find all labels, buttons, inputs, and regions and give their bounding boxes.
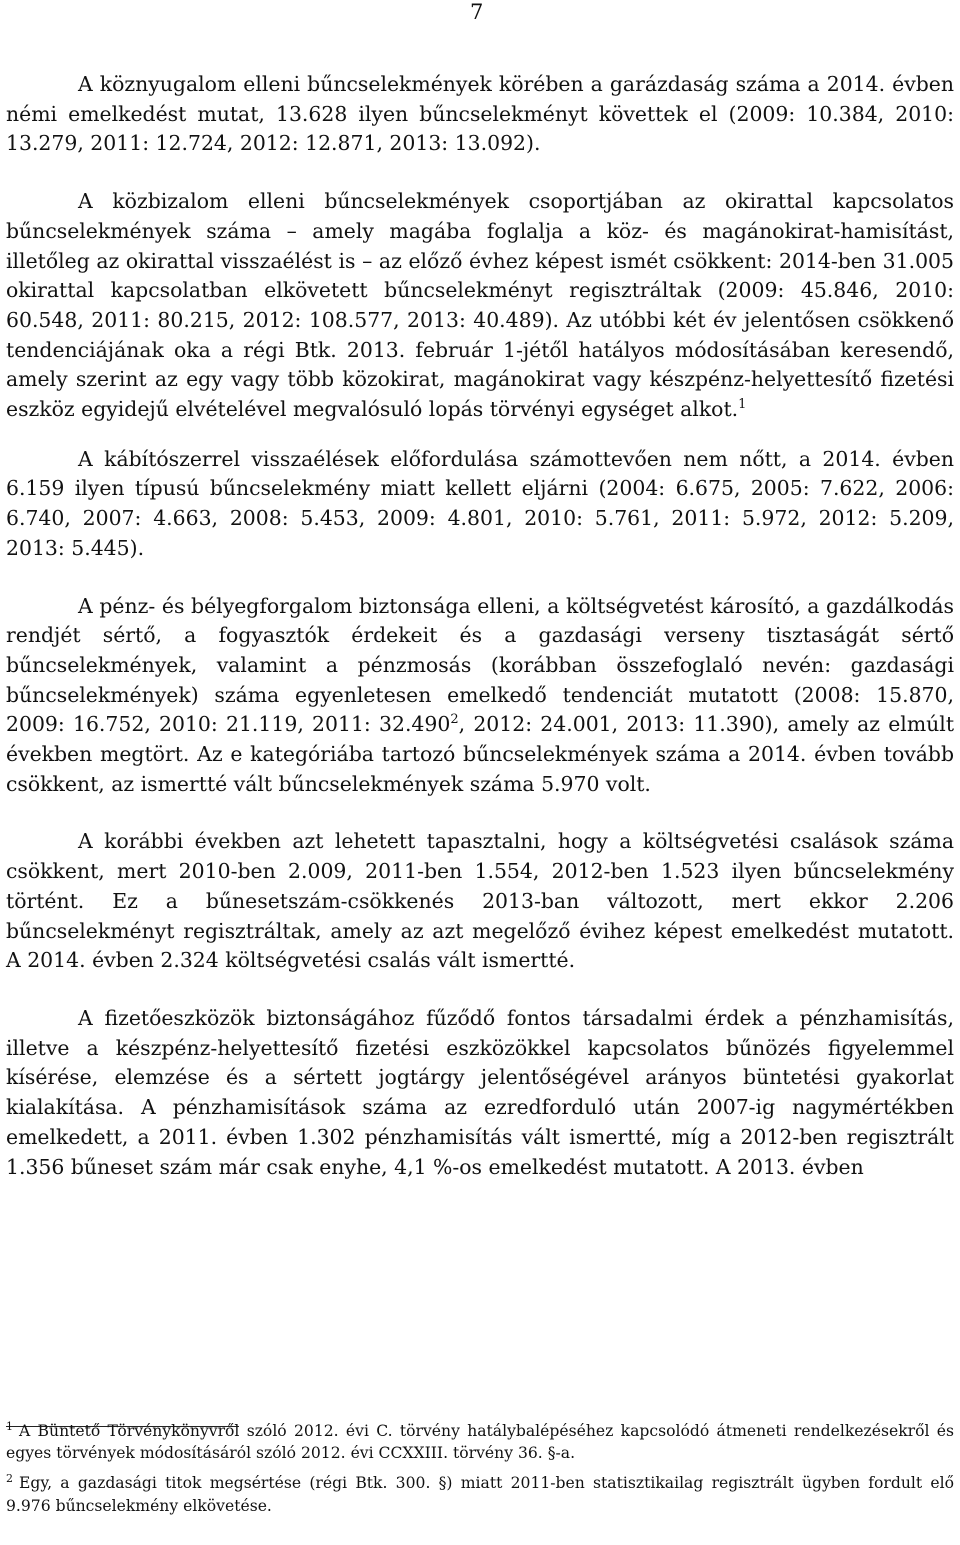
paragraph-budget-fraud — [6, 827, 954, 976]
footnote-text: A Büntető Törvénykönyvről szóló 2012. évi C. törvény hatálybalépéséhez kapcsolódó átmeneti rendelkezésekről és egyes törvények módosításáról szóló 2012. évi CCXXIII. törvény 36. §-a. — [6, 1422, 954, 1463]
page-number: 7 — [470, 0, 484, 24]
paragraph-text: A korábbi években azt lehetett tapasztalni, hogy a költségvetési csalások száma csökkent, mert 2010-ben 2.009, 2011-ben 1.554, 2012-ben 1.523 ilyen bűncselekmény történt. Ez a bűnesetszám-csökkenés 2013-ban változott, mert ekkor 2.206 bűncselekményt regisztráltak, amely az azt megelőző évihez képest emelkedést mutatott. A 2014. évben 2.324 költségvetési csalás vált ismertté. — [6, 829, 954, 973]
footnotes — [6, 1420, 954, 1517]
footnote-mark: 1 — [6, 1419, 13, 1433]
paragraph-text: A közbizalom elleni bűncselekmények csoportjában az okirattal kapcsolatos bűncselekmények száma – amely magába foglalja a köz- és magánokirat-hamisítást, illetőleg az okirattal visszaélést is – az előző évhez képest ismét csökkent: 2014-ben 31.005 okirattal kapcsolatban elkövetett bűncselekményt regisztráltak (2009: 45.846, 2010: 60.548, 2011: 80.215, 2012: 108.577, 2013: 40.489). Az utóbbi két év jelentősen csökkenő tendenciájának oka a régi Btk. 2013. február 1-jétől hatályos módosításában keresendő, amely szerint az egy vagy több közokirat, magánokirat vagy készpénz-helyettesítő fizetési eszköz egyidejű elvételével megvalósuló lopás törvényi egységet alkot. — [6, 189, 954, 422]
paragraph-text: A fizetőeszközök biztonságához fűződő fontos társadalmi érdek a pénzhamisítás, illetve a készpénz-helyettesítő fizetési eszközökkel kapcsolatos bűnözés figyelemmel kísérése, elemzése és a sértett jogtárgy jelentőségével arányos büntetési gyakorlat kialakítása. A pénzhamisítások száma az ezredforduló után 2007-ig nagymértékben emelkedett, a 2011. évben 1.302 pénzhamisítás vált ismertté, míg a 2012-ben regisztrált 1.356 bűneset szám már csak enyhe, 4,1 %-os emelkedést mutatott. A 2013. évben — [6, 1005, 954, 1179]
footnote-reference: 2 — [450, 712, 459, 728]
footnote-mark: 2 — [6, 1472, 13, 1486]
paragraph-text: , 2012: 24.001, 2013: 11.390), amely az elmúlt években megtört. Az e kategóriába tartozó bűncselekmények száma a 2014. évben tovább csökkent, az ismertté vált bűncselekmények száma 5.970 volt. — [6, 712, 955, 796]
paragraph-text: A pénz- és bélyegforgalom biztonsága elleni, a költségvetést károsító, a gazdálkodás rendjét sértő, a fogyasztók érdekeit és a gazdasági verseny tisztaságát sértő bűncselekmények, valamint a pénzmosás (korábban összefoglaló nevén: gazdasági bűncselekmények) száma egyenletesen emelkedő tendenciát mutatott (2008: 15.870, 2009: 16.752, 2010: 21.119, 2011: 32.490 — [6, 593, 954, 737]
paragraph-public-order — [6, 70, 954, 159]
footnote-reference: 1 — [738, 397, 747, 413]
paragraph-narcotics — [6, 445, 954, 564]
paragraph-counterfeiting — [6, 1004, 954, 1182]
paragraph-economic-crimes — [6, 592, 954, 800]
footnote-2 — [6, 1472, 954, 1516]
footnote-1 — [6, 1420, 954, 1464]
paragraph-text: A köznyugalom elleni bűncselekmények körében a garázdaság száma a 2014. évben némi emelkedést mutat, 13.628 ilyen bűncselekményt követtek el (2009: 10.384, 2010: 13.279, 2011: 12.724, 2012: 12.871, 2013: 13.092). — [6, 72, 954, 156]
footnote-text: Egy, a gazdasági titok megsértése (régi Btk. 300. §) miatt 2011-ben statisztikailag regisztrált ügyben fordult elő 9.976 bűncselekmény elkövetése. — [6, 1474, 954, 1515]
body-text — [6, 70, 954, 1182]
paragraph-public-trust — [6, 187, 954, 425]
paragraph-text: A kábítószerrel visszaélések előfordulása számottevően nem nőtt, a 2014. évben 6.159 ilyen típusú bűncselekmény miatt kellett eljárni (2004: 6.675, 2005: 7.622, 2006: 6.740, 2007: 4.663, 2008: 5.453, 2009: 4.801, 2010: 5.761, 2011: 5.972, 2012: 5.209, 2013: 5.445). — [6, 446, 954, 560]
